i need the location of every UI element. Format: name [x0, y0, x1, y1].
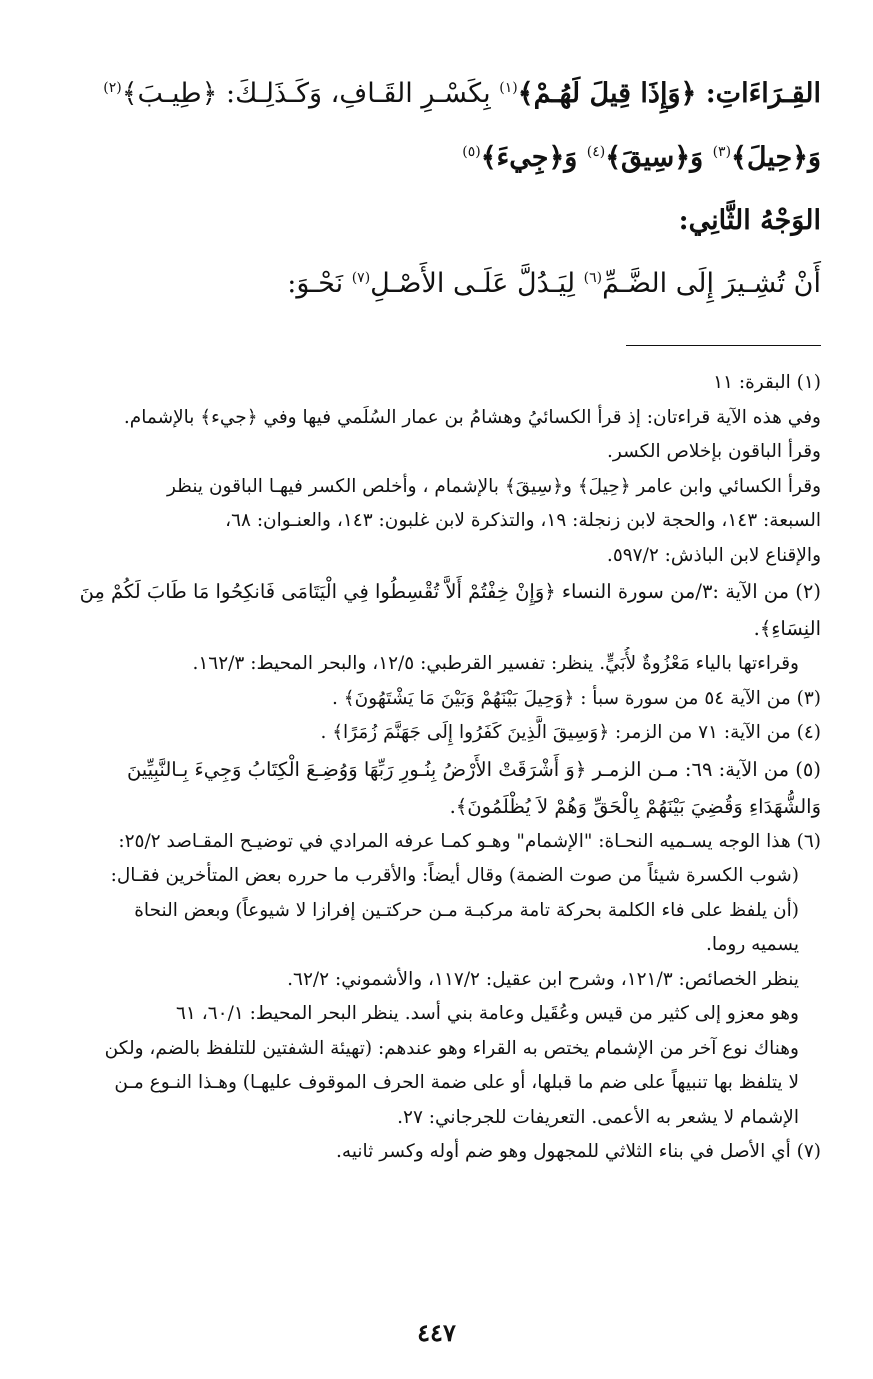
- footnote-line: (أن يلفظ على فاء الكلمة بحركة تامة مركبـة مـن حركتـين إفرازا لا شيوعاً) وبعض النحاة: [134, 899, 799, 921]
- main-text: [52, 62, 821, 316]
- main-text-segment: وَ﴿جِيءَ﴾: [480, 142, 587, 173]
- section-heading: الوَجْهُ الثَّانِي:: [678, 205, 821, 236]
- footnote-line: (شوب الكسرة شيئاً من صوت الضمة) وقال أيضاً: والأقرب ما حرره بعض المتأخرين فقـال:: [110, 865, 799, 886]
- footnote-ref: (٥): [462, 144, 481, 160]
- footnotes: [70, 366, 821, 1170]
- main-text-segment: بِكَسْـرِ القَـافِ، وَكَـذَلِـكَ: ﴿طِيـبَ﴾: [121, 78, 500, 109]
- main-text-segment: نَحْـوَ:: [287, 268, 352, 299]
- footnote-ref: (٣): [712, 144, 732, 160]
- footnote-line: السبعة: ١٤٣، والحجة لابن زنجلة: ١٩، والتذكرة لابن غلبون: ١٤٣، والعنـوان: ٦٨،: [225, 510, 821, 531]
- footnote-line: وفي هذه الآية قراءتان: إذ قرأ الكسائيُ وهشامُ بن عمار السُلَمي فيها وفي ﴿جيء﴾ بالإشمام.: [123, 406, 821, 428]
- footnote-line: وقرأ الباقون بإخلاص الكسر.: [607, 441, 821, 462]
- footnote-line: وقراءتها بالياء مَعْزُوةٌ لأُبَيٍّ. ينظر: تفسير القرطبي: ١٢/٥، والبحر المحيط: ١٦٢/٣.: [192, 653, 799, 674]
- footnote-line: النِسَاءِ﴾.: [753, 617, 821, 640]
- footnote-line: (٤) من الآية: ٧١ من الزمر: ﴿وَسِيقَ الَّذِينَ كَفَرُوا إِلَى جَهَنَّمَ زُمَرًا﴾ .: [320, 722, 821, 743]
- footnote-line: الإشمام لا يشعر به الأعمى. التعريفات للجرجاني: ٢٧.: [397, 1106, 799, 1128]
- footnote-line: ينظر الخصائص: ١٢١/٣، وشرح ابن عقيل: ١١٧/٢، والأشموني: ٦٢/٢.: [287, 968, 799, 990]
- main-line-3: [52, 252, 821, 316]
- main-text-segment: أَنْ تُشِـيرَ إِلَى الضَّـمِّ: [602, 268, 821, 299]
- footnote-ref: (١): [499, 80, 518, 96]
- main-text-segment: لِيَـدُلَّ عَلَـى الأَصْـلِ: [370, 268, 584, 299]
- footnote-line: لا يتلفظ بها تنبيهاً على ضم ما قبلها، أو على ضمة الحرف الموقوف عليهـا) وهـذا النـوع مـن: [114, 1072, 799, 1093]
- main-line-2: [52, 126, 821, 190]
- main-text-segment: القِـرَاءَاتِ: ﴿وَإِذَا قِيلَ لَهُـمْ﴾: [517, 78, 821, 109]
- main-text-segment: وَ﴿حِيلَ﴾: [731, 142, 821, 173]
- footnote-line: (٣) من الآية ٥٤ من سورة سبأ : ﴿وَحِيلَ بَيْنَهُمْ وَبَيْنَ مَا يَشْتَهُونَ﴾ .: [332, 687, 821, 709]
- footnote-ref: (٦): [583, 270, 603, 286]
- footnote-line: (٢) من الآية :٣/من سورة النساء ﴿وَإِنْ خِفْتُمْ أَلاَّ تُقْسِطُوا فِي الْيَتَامَى فَانكِحُوا مَا طَابَ لَكُمْ مِنَ: [79, 580, 821, 603]
- footnote-line: وهو معزو إلى كثير من قيس وعُقَيل وعامة بني أسد. ينظر البحر المحيط: ٦٠/١، ٦١: [176, 1003, 799, 1024]
- footnote-line: وَالشُّهَدَاءِ وَقُضِيَ بَيْنَهُمْ بِالْحَقِّ وَهُمْ لاَ يُظْلَمُونَ﴾.: [449, 794, 821, 818]
- footnote-ref: (٢): [103, 80, 122, 96]
- footnote-separator: [626, 345, 821, 346]
- page-number: ٤٤٧: [417, 1318, 456, 1347]
- footnote-line: والإقناع لابن الباذش: ٥٩٧/٢.: [606, 544, 821, 566]
- footnote-ref: (٧): [351, 270, 371, 286]
- main-line-1: [52, 62, 821, 126]
- footnote-line: وقرأ الكسائي وابن عامر ﴿حِيلَ﴾ و﴿سِيقَ﴾ بالإشمام ، وأخلص الكسر فيهـا الباقون ينظر: [166, 475, 821, 497]
- footnote-line: (٥) من الآية: ٦٩: مـن الزمـر ﴿وَ أَشْرَقَتْ الأَرْضُ بِنُـورِ رَبِّهَا وَوُضِـعَ الْكِتَابُ وَجِيءَ بِـالنَّبِيِّينَ: [126, 757, 821, 781]
- footnote-ref: (٤): [586, 144, 606, 160]
- footnote-line: (٧) أي الأصل في بناء الثلاثي للمجهول وهو ضم أوله وكسر ثانيه.: [336, 1141, 821, 1162]
- footnote-line: (٦) هذا الوجه يسـميه النحـاة: "الإشمام" وهـو كمـا عرفه المرادي في توضيـح المقـاصد ٢٥/٢:: [118, 830, 821, 852]
- footnote-line: (١) البقرة: ١١: [713, 372, 821, 393]
- footnote-line: يسميه روما.: [705, 934, 799, 955]
- footnote-line: وهناك نوع آخر من الإشمام يختص به القراء وهو عندهم: (تهيئة الشفتين للتلفظ بالضم، ولكن: [104, 1037, 799, 1059]
- main-text-segment: وَ﴿سِيقَ﴾: [605, 142, 713, 173]
